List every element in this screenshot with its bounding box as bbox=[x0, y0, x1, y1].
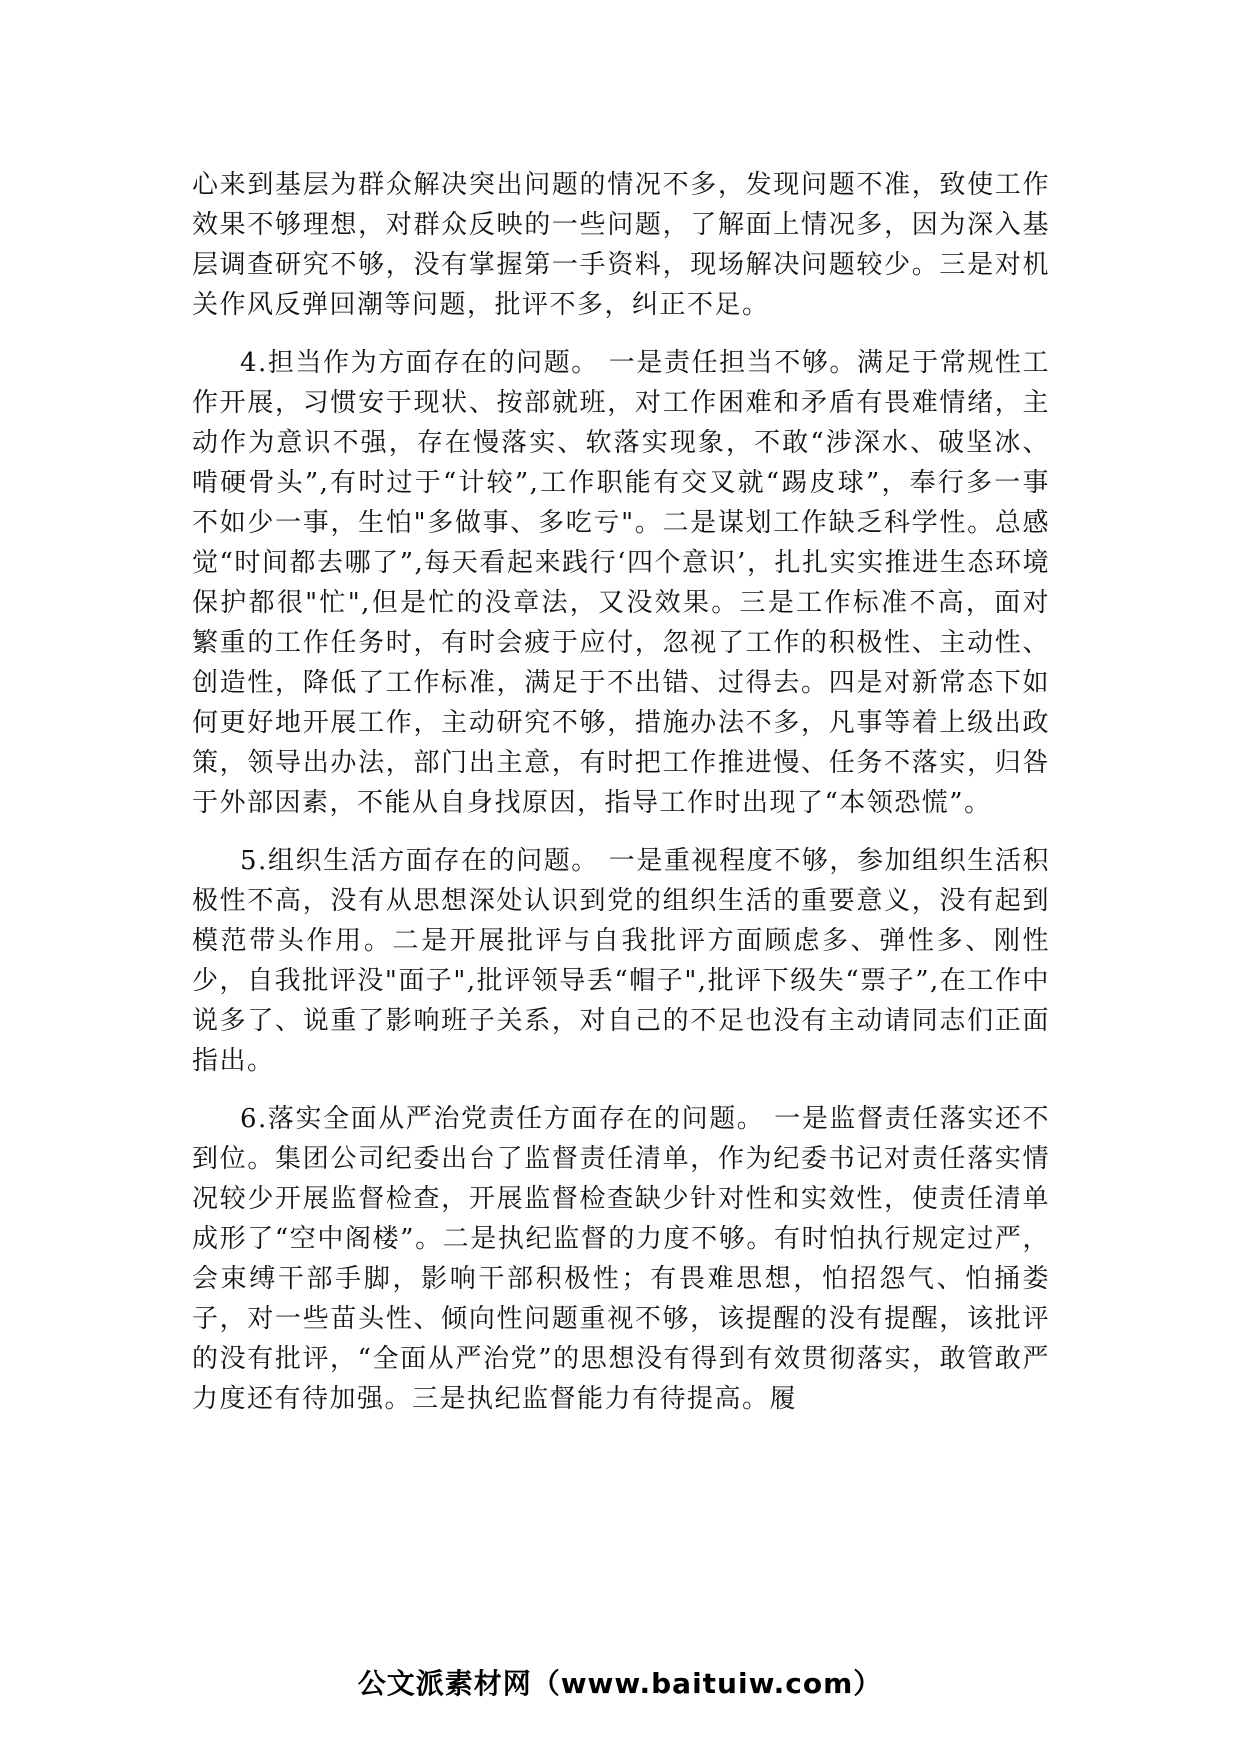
paragraph-section-6: 6.落实全面从严治党责任方面存在的问题。 一是监督责任落实还不到位。集团公司纪委出台了监督责任清单，作为纪委书记对责任落实情况较少开展监督检查，开展监督检查缺少针对性和实效性，使责任清单成形了“空中阁楼”。二是执纪监督的力度不够。有时怕执行规定过严，会束缚干部手脚，影响干部积极性；有畏难思想，怕招怨气、怕捅娄子，对一些苗头性、倾向性问题重视不够，该提醒的没有提醒，该批评的没有批评，“全面从严治党”的思想没有得到有效贯彻落实，敢管敢严力度还有待加强。三是执纪监督能力有待提高。履 bbox=[192, 1104, 1050, 1414]
paragraph-section-4: 4.担当作为方面存在的问题。 一是责任担当不够。满足于常规性工作开展，习惯安于现状、按部就班，对工作困难和矛盾有畏难情绪，主动作为意识不强，存在慢落实、软落实现象，不敢“涉深水、破坚冰、啃硬骨头”,有时过于“计较”,工作职能有交叉就“踢皮球”，奉行多一事不如少一事，生怕"多做事、多吃亏"。二是谋划工作缺乏科学性。总感觉“时间都去哪了”,每天看起来践行‘四个意识’，扎扎实实推进生态环境保护都很"忙",但是忙的没章法，又没效果。三是工作标准不高，面对繁重的工作任务时，有时会疲于应付，忽视了工作的积极性、主动性、创造性，降低了工作标准，满足于不出错、过得去。四是对新常态下如何更好地开展工作，主动研究不够，措施办法不多，凡事等着上级出政策，领导出办法，部门出主意，有时把工作推进慢、任务不落实，归咎于外部因素，不能从自身找原因，指导工作时出现了“本领恐慌”。 bbox=[192, 348, 1050, 818]
paragraph-section-5: 5.组织生活方面存在的问题。 一是重视程度不够，参加组织生活积极性不高，没有从思想深处认识到党的组织生活的重要意义，没有起到模范带头作用。二是开展批评与自我批评方面顾虑多、弹性多、刚性少，自我批评没"面子",批评领导丢“帽子",批评下级失“票子”,在工作中说多了、说重了影响班子关系，对自己的不足也没有主动请同志们正面指出。 bbox=[192, 846, 1050, 1076]
document-body bbox=[192, 165, 1050, 1419]
paragraph-continuation: 心来到基层为群众解决突出问题的情况不多，发现问题不准，致使工作效果不够理想，对群众反映的一些问题，了解面上情况多，因为深入基层调查研究不够，没有掌握第一手资料，现场解决问题较少。三是对机关作风反弹回潮等问题，批评不多，纠正不足。 bbox=[192, 170, 1050, 320]
footer-watermark: 公文派素材网（www.baituiw.com） bbox=[357, 1667, 883, 1700]
